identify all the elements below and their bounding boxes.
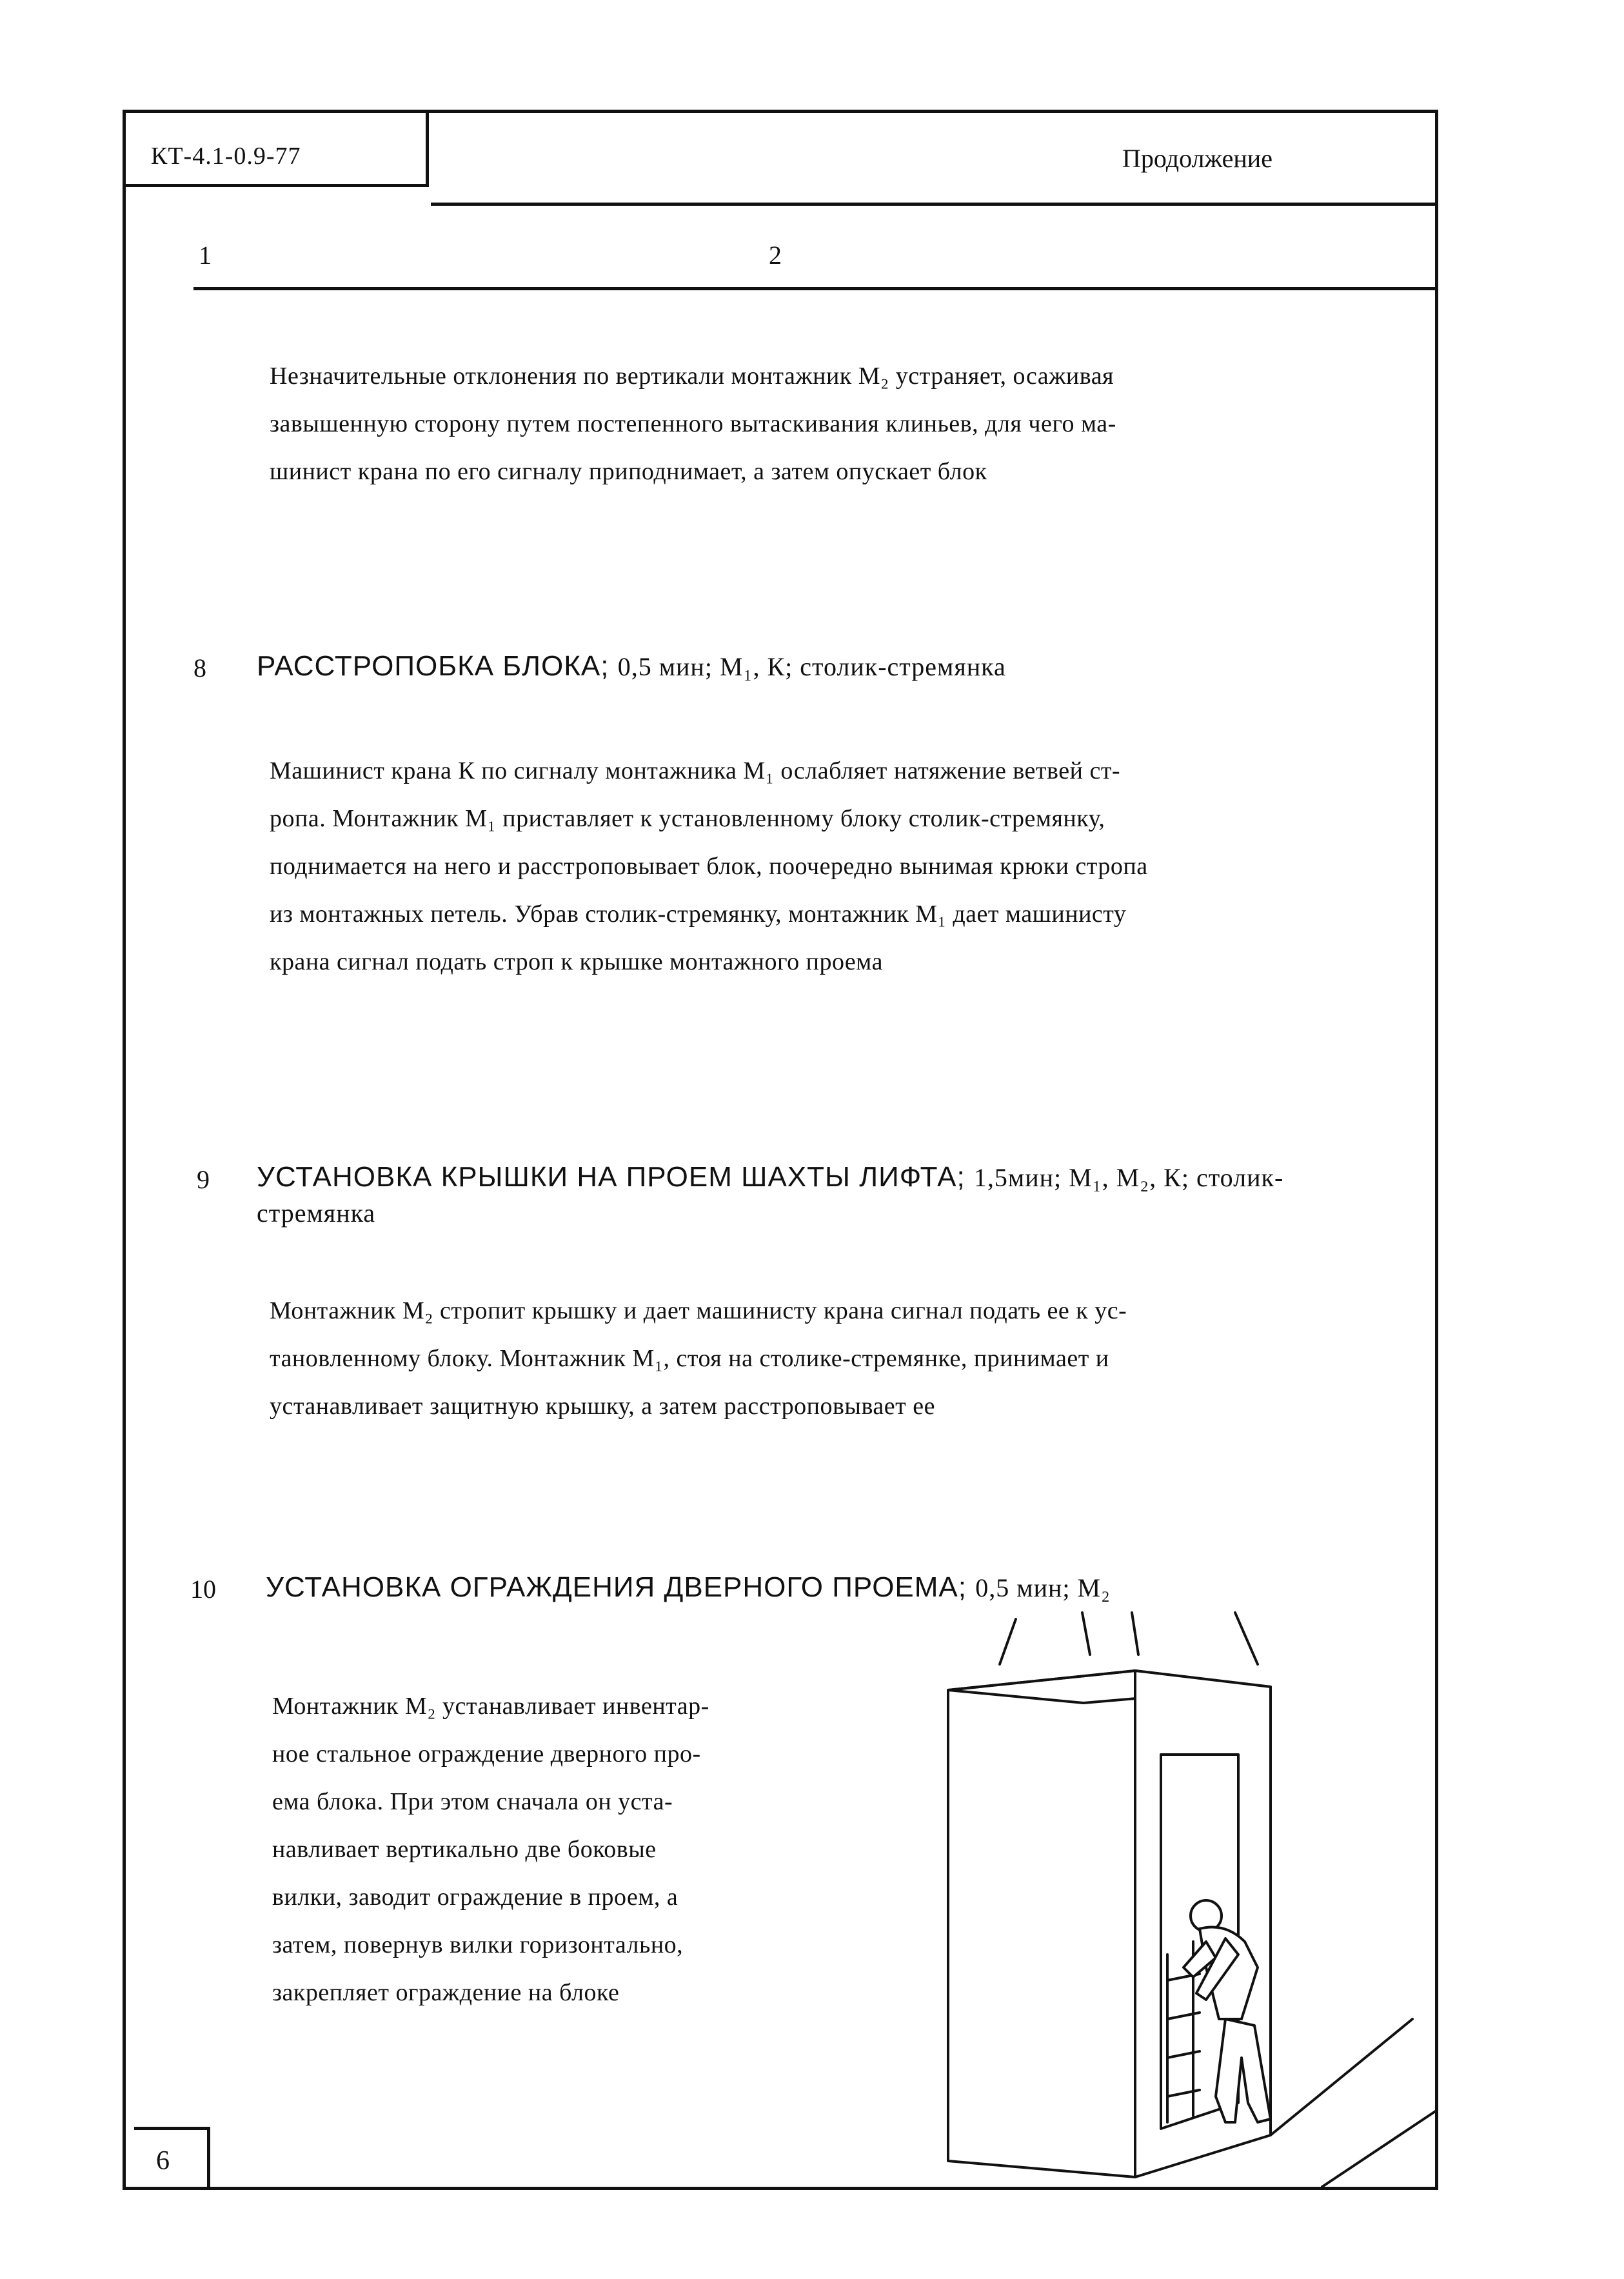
item-title-rest: 0,5 мин; М₂ <box>975 1573 1111 1602</box>
item-title: РАССТРОПОБКА БЛОКА; <box>257 650 609 682</box>
column-number-2: 2 <box>769 241 782 270</box>
column-number-1: 1 <box>199 241 212 270</box>
item-paragraph <box>272 1682 709 2016</box>
text-line: закрепляет ограждение на блоке <box>272 1979 620 2006</box>
text-line: Монтажник М₂ стропит крышку и дает машинисту крана сигнал подать ее к ус- <box>270 1297 1127 1324</box>
text-line: навливает вертикально две боковые <box>272 1836 657 1863</box>
item-heading-continuation <box>257 1197 375 1229</box>
document-code: КТ-4.1-0.9-77 <box>123 110 429 187</box>
text-line: затем, повернув вилки горизонтально, <box>272 1931 684 1958</box>
item-title: УСТАНОВКА КРЫШКИ НА ПРОЕМ ШАХТЫ ЛИФТА; <box>257 1161 965 1193</box>
item-number: 8 <box>193 653 206 682</box>
text-line: завышенную сторону путем постепенного вытаскивания клиньев, для чего ма- <box>270 410 1116 437</box>
item-paragraph <box>270 747 1148 986</box>
item-heading <box>257 1161 1283 1193</box>
item-title-line2: стремянка <box>257 1199 376 1228</box>
text-line: Незначительные отклонения по вертикали монтажник М₂ устраняет, осаживая <box>270 363 1114 390</box>
column-header-rule <box>193 287 1435 290</box>
intro-paragraph <box>270 352 1116 495</box>
text-line: из монтажных петель. Убрав столик-стремянку, монтажник М₁ дает машинисту <box>270 901 1127 928</box>
text-line: ропа. Монтажник М₁ приставляет к установленному блоку столик-стремянку, <box>270 805 1105 832</box>
item-number: 9 <box>197 1165 210 1194</box>
item-heading <box>257 650 1006 682</box>
text-line: крана сигнал подать строп к крышке монтажного проема <box>270 948 883 975</box>
item-title: УСТАНОВКА ОГРАЖДЕНИЯ ДВЕРНОГО ПРОЕМА; <box>266 1571 967 1603</box>
item-title-rest: 1,5мин; М₁, М₂, К; столик- <box>973 1163 1284 1192</box>
text-line: ное стальное ограждение дверного про- <box>272 1740 701 1767</box>
block-installation-illustration <box>922 1606 1438 2190</box>
text-line: тановленному блоку. Монтажник М₁, стоя на столике-стремянке, принимает и <box>270 1345 1109 1372</box>
item-number: 10 <box>190 1575 216 1604</box>
item-paragraph <box>270 1287 1127 1430</box>
text-line: Машинист крана К по сигналу монтажника М₁ ослабляет натяжение ветвей ст- <box>270 757 1121 784</box>
text-line: устанавливает защитную крышку, а затем расстроповывает ее <box>270 1393 935 1420</box>
item-title-rest: 0,5 мин; М₁, К; столик-стремянка <box>617 652 1006 681</box>
text-line: поднимается на него и расстроповывает блок, поочередно вынимая крюки стропа <box>270 853 1148 880</box>
text-line: ема блока. При этом сначала он уста- <box>272 1788 673 1815</box>
header-rule <box>431 203 1435 206</box>
item-heading <box>266 1571 1111 1604</box>
text-line: вилки, заводит ограждение в проем, а <box>272 1884 678 1911</box>
continuation-label: Продолжение <box>1122 144 1272 173</box>
page-number: 6 <box>134 2127 210 2190</box>
text-line: шинист крана по его сигналу приподнимает, а затем опускает блок <box>270 458 987 485</box>
text-line: Монтажник М₂ устанавливает инвентар- <box>272 1693 709 1720</box>
